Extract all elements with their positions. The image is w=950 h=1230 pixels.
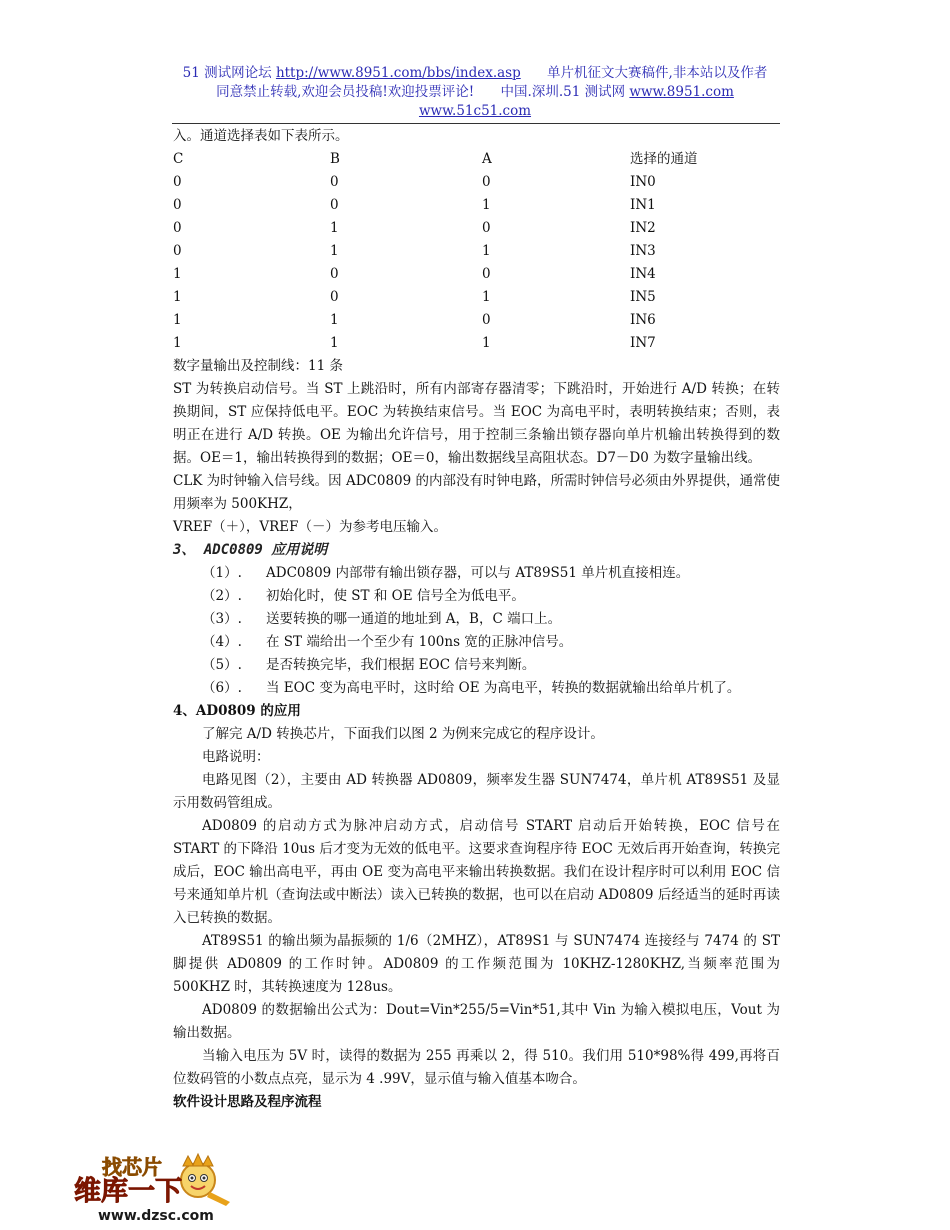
header-line-3 [160, 102, 790, 121]
table-cell: 0 [482, 266, 491, 282]
table-cell: 1 [330, 312, 339, 328]
list-item-text: 当 EOC 变为高电平时，这时给 OE 为高电平，转换的数据就输出给单片机了。 [266, 680, 741, 696]
section-4-paragraph: AD0809 的数据输出公式为：Dout=Vin*255/5=Vin*51,其中 Vin 为输入模拟电压，Vout 为输出数据。 [173, 1002, 780, 1041]
table-cell: 0 [173, 174, 182, 190]
table-cell: 1 [173, 312, 182, 328]
list-item-number: （6）. [202, 680, 242, 696]
clk-paragraph: CLK 为时钟输入信号线。因 ADC0809 的内部没有时钟电路，所需时钟信号必须由外界提供，通常使用频率为 500KHZ， [173, 473, 781, 512]
table-row [173, 217, 698, 240]
logo-url: www.dzsc.com [98, 1208, 214, 1224]
header-notice-1: 单片机征文大赛稿件,非本站以及作者 [547, 65, 768, 81]
list-item-number: （3）. [202, 611, 242, 627]
table-row [173, 309, 698, 332]
table-cell: IN0 [630, 174, 656, 190]
table-cell: 1 [482, 289, 491, 305]
table-cell: 0 [173, 243, 182, 259]
table-cell: IN5 [630, 289, 656, 305]
table-row [173, 263, 698, 286]
table-header-cell: B [330, 151, 340, 167]
list-item [202, 562, 780, 585]
document-body [173, 125, 780, 1114]
list-item-text: 是否转换完毕，我们根据 EOC 信号来判断。 [266, 657, 536, 673]
table-cell: 0 [482, 312, 491, 328]
table-cell: 1 [173, 335, 182, 351]
header-site-name: 中国.深圳.51 测试网 [500, 84, 626, 100]
table-row [173, 171, 698, 194]
list-item-number: （2）. [202, 588, 242, 604]
table-row [173, 332, 698, 355]
list-item [202, 631, 780, 654]
vref-paragraph: VREF（＋），VREF（－）为参考电压输入。 [173, 519, 448, 535]
table-cell: 0 [330, 289, 339, 305]
table-cell: 0 [330, 266, 339, 282]
table-cell: IN4 [630, 266, 656, 282]
table-cell: 0 [330, 197, 339, 213]
list-item-text: 送要转换的哪一通道的地址到 A，B，C 端口上。 [266, 611, 562, 627]
table-row [173, 240, 698, 263]
section-3-heading: 3、 ADC0809 应用说明 [173, 542, 328, 558]
section-4-paragraph: 当输入电压为 5V 时，读得的数据为 255 再乘以 2，得 510。我们用 510*98%得 499,再将百位数码管的小数点点亮，显示为 4 .99V，显示值与输入值基本吻合。 [173, 1048, 780, 1087]
forum-link[interactable]: http://www.8951.com/bbs/index.asp [275, 65, 521, 81]
table-header-row [173, 148, 698, 171]
page-header [160, 64, 790, 121]
list-item-text: ADC0809 内部带有输出锁存器，可以与 AT89S51 单片机直接相连。 [266, 565, 690, 581]
section-4-heading: 4、AD0809 的应用 [173, 703, 301, 719]
table-cell: 1 [173, 266, 182, 282]
section-4-paragraph: 电路说明： [202, 749, 270, 765]
table-row [173, 286, 698, 309]
list-item [202, 608, 780, 631]
table-header-cell: 选择的通道 [630, 151, 698, 167]
table-header-cell: A [482, 151, 492, 167]
table-header-cell: C [173, 151, 184, 167]
st-paragraph: ST 为转换启动信号。当 ST 上跳沿时，所有内部寄存器清零；下跳沿时，开始进行 A/D 转换；在转换期间，ST 应保持低电平。EOC 为转换结束信号。当 EOC 为高电平时，表明转换结束；否则，表明正在进行 A/D 转换。OE 为输出允许信号，用于控制三条输出锁存器向单片机输出转换得到的数据。OE＝1，输出转换得到的数据；OE＝0，输出数据线呈高阻状态。D7－D0 为数字量输出线。 [173, 381, 780, 466]
header-line-2 [160, 83, 790, 102]
table-cell: 1 [482, 197, 491, 213]
header-line-1 [160, 64, 790, 83]
list-item-number: （5）. [202, 657, 242, 673]
table-cell: IN6 [630, 312, 656, 328]
table-cell: 0 [482, 174, 491, 190]
section-4-paragraph: 电路见图（2），主要由 AD 转换器 AD0809，频率发生器 SUN7474，单片机 AT89S51 及显示用数码管组成。 [173, 772, 780, 811]
table-cell: IN2 [630, 220, 656, 236]
logo-main-text: 维库一下 [74, 1176, 182, 1207]
list-item-text: 初始化时，使 ST 和 OE 信号全为低电平。 [266, 588, 525, 604]
list-item [202, 677, 780, 700]
table-cell: 1 [173, 289, 182, 305]
dzsc-logo[interactable] [70, 1150, 250, 1226]
channel-select-table [173, 148, 698, 355]
list-item-text: 在 ST 端给出一个至少有 100ns 宽的正脉冲信号。 [266, 634, 573, 650]
section-3-list [173, 562, 780, 700]
software-design-heading: 软件设计思路及程序流程 [173, 1094, 322, 1110]
logo-top-text: 找芯片 [102, 1155, 162, 1179]
table-cell: IN7 [630, 335, 656, 351]
section-4-paragraph: AD0809 的启动方式为脉冲启动方式，启动信号 START 启动后开始转换，EOC 信号在 START 的下降沿 10us 后才变为无效的低电平。这要求查询程序待 EOC 无效后再开始查询，转换完成后，EOC 输出高电平，再由 OE 变为高电平来输出转换数据。我们在设计程序时可以利用 EOC 信号来通知单片机（查询法或中断法）读入已转换的数据，也可以在启动 AD0809 后经适当的延时再读入已转换的数据。 [173, 818, 780, 926]
list-item [202, 654, 780, 677]
table-cell: 0 [330, 174, 339, 190]
site-link[interactable]: www.8951.com [629, 84, 734, 100]
site-link-2[interactable]: www.51c51.com [418, 103, 532, 119]
section-4-paragraph: AT89S51 的输出频为晶振频的 1/6（2MHZ），AT89S1 与 SUN7474 连接经与 7474 的 ST 脚提供 AD0809 的工作时钟。AD0809 的工作频范围为 10KHZ-1280KHZ,当频率范围为 500KHZ 时，其转换速度为 128us。 [173, 933, 780, 995]
table-cell: 1 [482, 243, 491, 259]
intro-text: 入。通道选择表如下表所示。 [173, 128, 349, 144]
table-row [173, 194, 698, 217]
table-cell: IN1 [630, 197, 656, 213]
table-cell: 1 [482, 335, 491, 351]
list-item [202, 585, 780, 608]
table-cell: 1 [330, 220, 339, 236]
table-cell: 0 [173, 197, 182, 213]
list-item-number: （1）. [202, 565, 242, 581]
digital-lines-title: 数字量输出及控制线：11 条 [173, 358, 343, 374]
table-cell: 0 [173, 220, 182, 236]
header-notice-2: 同意禁止转载,欢迎会员投稿!欢迎投票评论! [216, 84, 475, 100]
table-cell: 1 [330, 243, 339, 259]
header-rule [172, 123, 780, 124]
table-cell: 0 [482, 220, 491, 236]
table-cell: 1 [330, 335, 339, 351]
mascot-icon [181, 1154, 230, 1206]
list-item-number: （4）. [202, 634, 242, 650]
table-cell: IN3 [630, 243, 656, 259]
forum-name: 51 测试网论坛 [182, 65, 272, 81]
logo-graphic [70, 1150, 250, 1226]
section-4-paragraph: 了解完 A/D 转换芯片，下面我们以图 2 为例来完成它的程序设计。 [202, 726, 604, 742]
